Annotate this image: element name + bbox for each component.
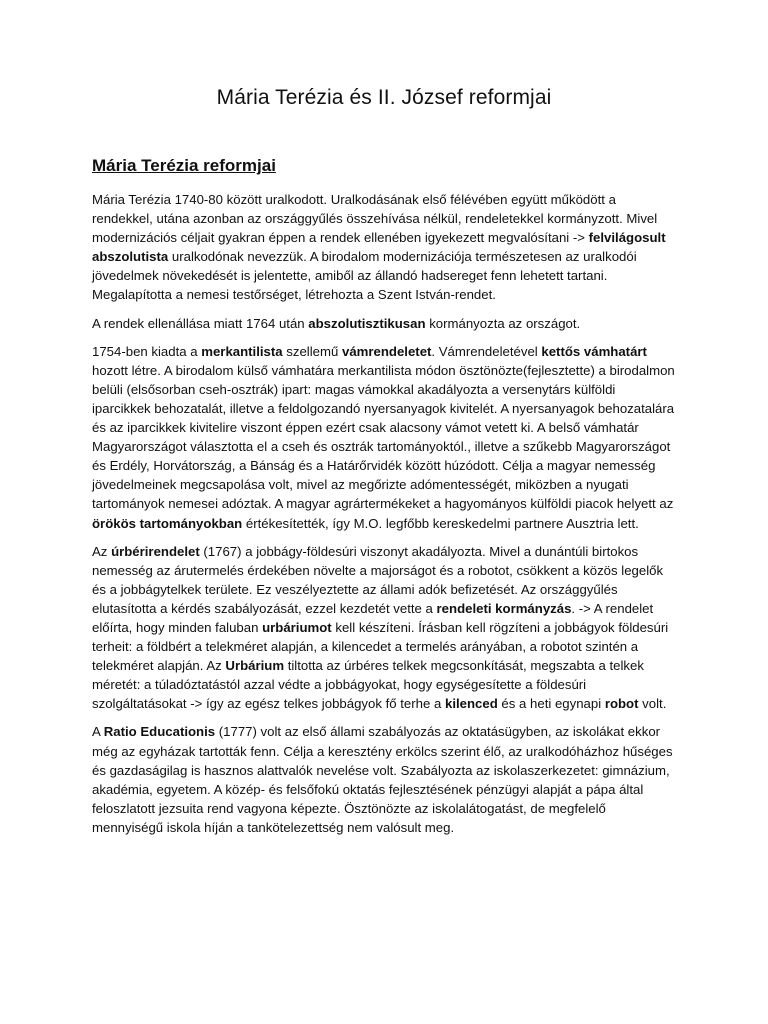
paragraph-text: A	[92, 724, 104, 740]
paragraph-text: és a heti egynapi	[497, 696, 605, 712]
paragraph-text: volt.	[638, 696, 667, 712]
bold-term: merkantilista	[201, 343, 283, 359]
paragraph-text: (1777) volt az első állami szabályozás az oktatásügyben, az iskolákat ekkor még az egyházak tartották fenn. Célja a keresztény erkölcs szerint élő, az uralkodóházhoz hűséges és gazdaságilag is hasznos alattvalók nevelése volt. Szabályozta az iskolaszerkezetet: gimnázium, akadémia, egyetem. A közép- és felsőfokú oktatás fejlesztésének pénzügyi alapját a pápa által feloszlatott jezsuita rend vagyona képezte. Ösztönözte az iskolalátogatást, de megfelelő mennyiségű iskola híján a tankötelezettség nem valósult meg.	[92, 724, 673, 835]
paragraph-text: (1767) a jobbágy-földesúri viszonyt akadályozta. Mivel a dunántúli birtokos nemesség az árutermelés érdekében növelte a majorságot és a robotot, csökkent a közös legelők és a jobbágytelkek területe. Ez veszélyeztette az állami adók befizetését. Az országgyűlés elutasította a kérdés szabályozását, ezzel kezdetét vette a	[92, 543, 664, 616]
paragraph-text: . -> A rendelet előírta, hogy minden faluban	[92, 600, 654, 635]
paragraph-text: 1754-ben kiadta a	[92, 343, 202, 359]
bold-term: vámrendeletet	[342, 343, 432, 359]
bold-term: kettős vámhatárt	[541, 343, 647, 359]
bold-term: örökös tartományokban	[92, 515, 243, 531]
document-body	[92, 190, 676, 837]
paragraph-text: szellemű	[282, 343, 342, 359]
bold-term: felvilágosult abszolutista	[92, 230, 666, 265]
section-heading: Mária Terézia reformjai	[92, 156, 276, 175]
body-paragraph	[92, 722, 676, 837]
paragraph-text: . Vámrendeletével	[431, 343, 542, 359]
bold-term: robot	[604, 696, 639, 712]
body-paragraph	[92, 314, 676, 333]
paragraph-text: hozott létre. A birodalom külső vámhatára merkantilista módon ösztönözte(fejlesztette) a birodalmon belüli (elsősorban cseh-osztrák) ipart: magas vámokkal akadályozta a versenytárs külföldi iparcikkek behozatalát, illetve a feldolgozandó nyersanyagok kivitelét. A nyersanyagok behozatalára és az iparcikkek kivitelire viszont éppen ezért csak alacsony vámot vetett ki. A belső vámhatár Magyarországot választotta el a cseh és osztrák tartományoktól., illetve a szűkebb Magyarországot és Erdély, Horvátország, a Bánság és a Határőrvidék között húzódott. Célja a magyar nemesség jövedelmeinek megcsapolása volt, mivel az megőrizte adómentességét, miközben a nyugati tartományok nemesei adóztak. A magyar agrártermékeket a hagyományos külföldi piacok helyett az	[92, 362, 675, 512]
bold-term: abszolutisztikusan	[308, 315, 426, 331]
paragraph-text: Mária Terézia 1740-80 között uralkodott. Uralkodásának első félévében együtt működött a rendekkel, utána azonban az országgyűlés összehívása nélkül, rendeletekkel kormányzott. Mivel modernizációs céljait gyakran éppen a rendek ellenében igyekezett megvalósítani ->	[92, 192, 658, 246]
bold-term: Urbárium	[225, 658, 285, 674]
bold-term: urbáriumot	[262, 619, 332, 635]
body-paragraph	[92, 342, 676, 533]
paragraph-text: A rendek ellenállása miatt 1764 után	[92, 315, 309, 331]
bold-term: úrbérirendelet	[111, 543, 200, 559]
paragraph-text: uralkodónak nevezzük. A birodalom modernizációja természetesen az uralkodói jövedelmek növekedését is jelentette, amiből az állandó hadsereget fenn lehetett tartani. Megalapította a nemesi testőrséget, létrehozta a Szent István-rendet.	[92, 249, 637, 303]
document-title: Mária Terézia és II. József reformjai	[216, 86, 552, 109]
bold-term: rendeleti kormányzás	[436, 600, 572, 616]
body-paragraph	[92, 190, 676, 305]
bold-term: Ratio Educationis	[103, 724, 216, 740]
paragraph-text: értékesítették, így M.O. legfőbb kereskedelmi partnere Ausztria lett.	[242, 515, 639, 531]
body-paragraph	[92, 542, 676, 714]
paragraph-text: tiltotta az úrbéres telkek megcsonkítását, megszabta a telkek méretét: a túladóztatástól azzal védte a jobbágyokat, hogy egységesítette a földesúri szolgáltatásokat -> így az egész telkes jobbágyok fő terhe a	[92, 658, 644, 712]
bold-term: kilenced	[444, 696, 498, 712]
paragraph-text: Az	[92, 543, 112, 559]
paragraph-text: kormányozta az országot.	[425, 315, 581, 331]
paragraph-text: kell készíteni. Írásban kell rögzíteni a jobbágyok földesúri terheit: a földbért a telekméret alapján, a kilencedet a termelés arányában, a robotot szintén a telekméret alapján. Az	[92, 619, 669, 674]
